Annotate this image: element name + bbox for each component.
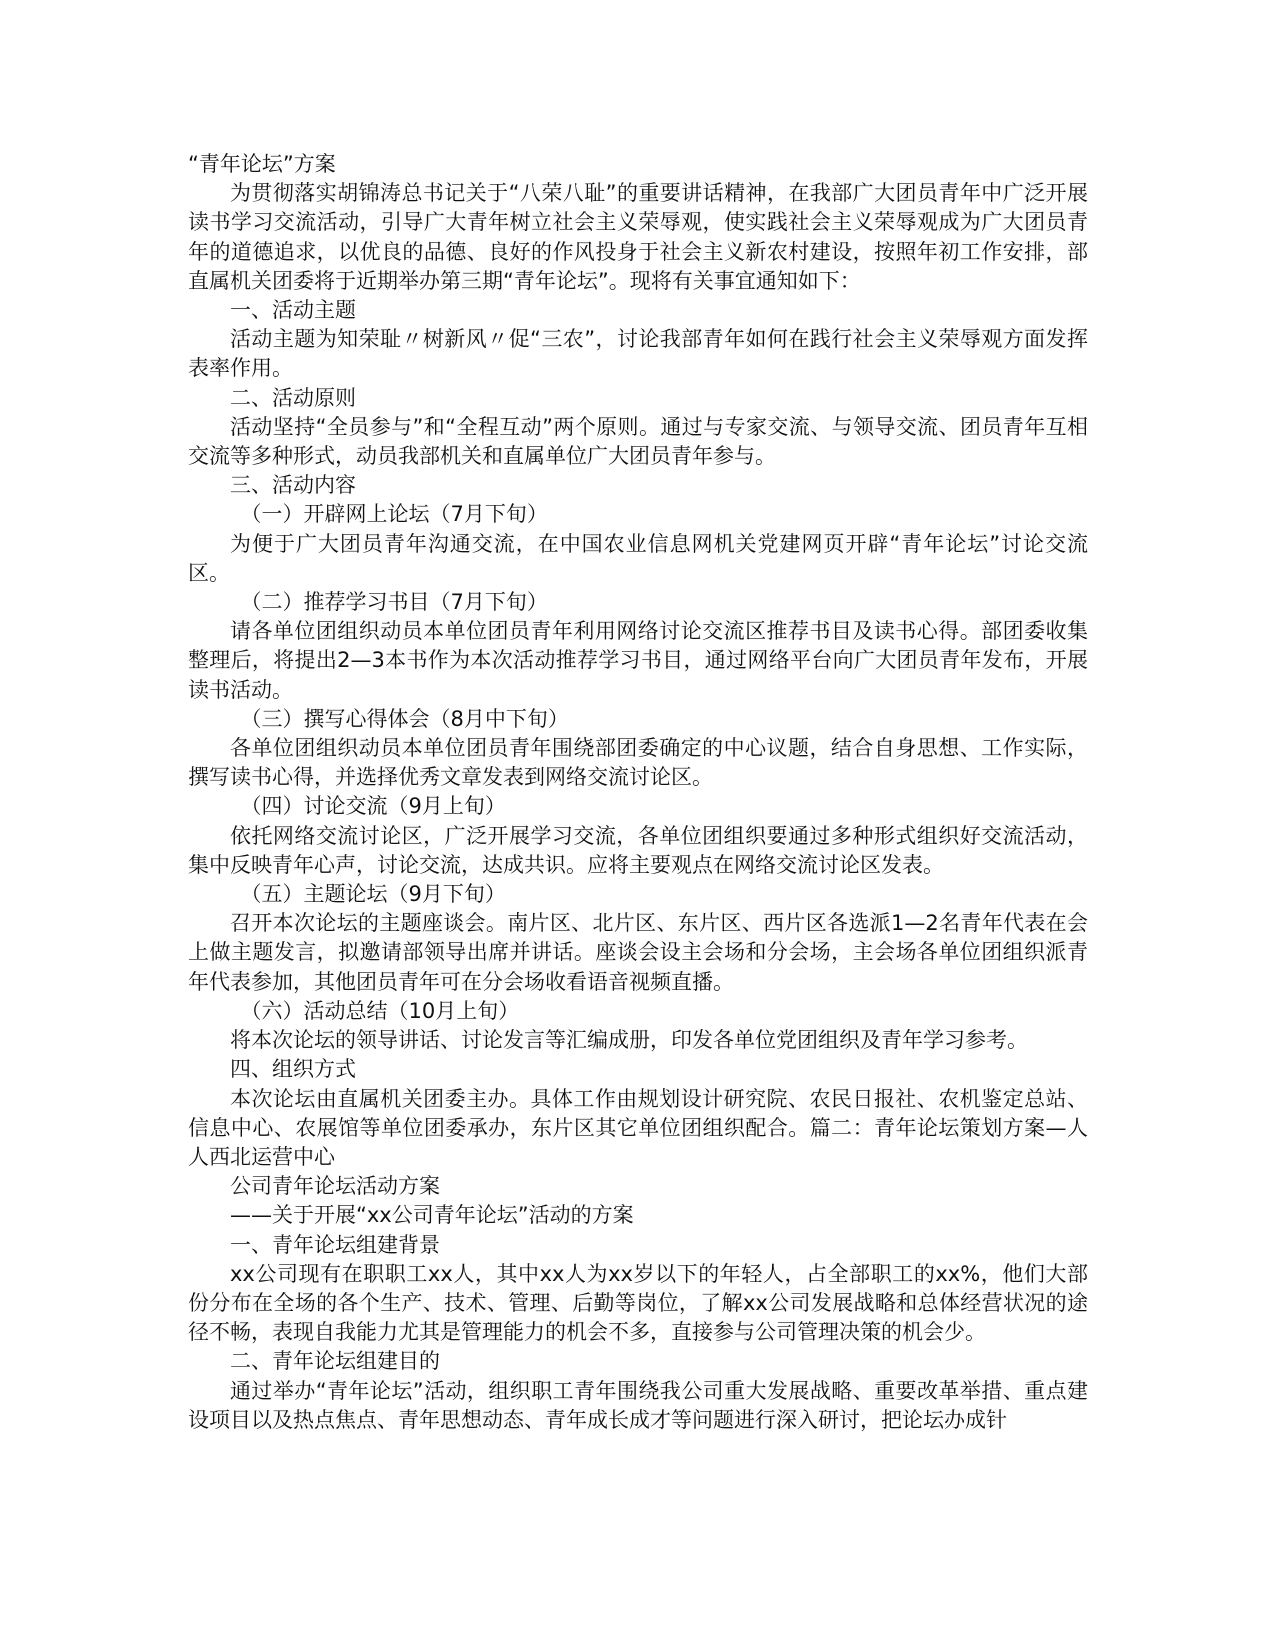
paragraph: 通过举办“青年论坛”活动，组织职工青年围绕我公司重大发展战略、重要改革举措、重点建设项目以及热点焦点、青年思想动态、青年成长成才等问题进行深入研讨，把论坛办成针 (188, 1378, 1088, 1432)
subsection-heading: （一）开辟网上论坛（7月下旬） (240, 502, 548, 527)
paragraph: 本次论坛由直属机关团委主办。具体工作由规划设计研究院、农民日报社、农机鉴定总站、信息中心、农展馆等单位团委承办，东片区其它单位团组织配合。篇二：青年论坛策划方案—人人西北运营中心 (188, 1086, 1088, 1169)
subsection-heading: （四）讨论交流（9月上旬） (240, 794, 506, 819)
section-heading: 二、活动原则 (230, 385, 356, 410)
paragraph: 请各单位团组织动员本单位团员青年利用网络讨论交流区推荐书目及读书心得。部团委收集整理后，将提出2—3本书作为本次活动推荐学习书目，通过网络平台向广大团员青年发布，开展读书活动。 (188, 619, 1088, 702)
document-title: “青年论坛”方案 (188, 152, 336, 176)
subsection-heading: （五）主题论坛（9月下旬） (240, 882, 506, 907)
subsection-heading: （六）活动总结（10月上旬） (240, 998, 520, 1023)
section-heading: 一、活动主题 (230, 298, 356, 323)
paragraph: 将本次论坛的领导讲话、讨论发言等汇编成册，印发各单位党团组织及青年学习参考。 (230, 1028, 1028, 1053)
section-heading: 二、青年论坛组建目的 (230, 1349, 440, 1374)
paragraph: 活动主题为知荣耻〃树新风〃促“三农”，讨论我部青年如何在践行社会主义荣辱观方面发挥表率作用。 (188, 327, 1088, 381)
section-heading: 一、青年论坛组建背景 (230, 1232, 440, 1257)
document-body (188, 150, 1088, 1435)
section-title: 公司青年论坛活动方案 (230, 1174, 440, 1199)
paragraph: 各单位团组织动员本单位团员青年围绕部团委确定的中心议题，结合自身思想、工作实际，撰写读书心得，并选择优秀文章发表到网络交流讨论区。 (188, 736, 1088, 790)
paragraph: 依托网络交流讨论区，广泛开展学习交流，各单位团组织要通过多种形式组织好交流活动，集中反映青年心声，讨论交流，达成共识。应将主要观点在网络交流讨论区发表。 (188, 823, 1088, 877)
paragraph: 活动坚持“全员参与”和“全程互动”两个原则。通过与专家交流、与领导交流、团员青年互相交流等多种形式，动员我部机关和直属单位广大团员青年参与。 (188, 414, 1088, 469)
paragraph: 为便于广大团员青年沟通交流，在中国农业信息网机关党建网页开辟“青年论坛”讨论交流区。 (188, 531, 1088, 585)
paragraph: 召开本次论坛的主题座谈会。南片区、北片区、东片区、西片区各选派1—2名青年代表在会上做主题发言，拟邀请部领导出席并讲话。座谈会设主会场和分会场，主会场各单位团组织派青年代表参加，其他团员青年可在分会场收看语音视频直播。 (188, 911, 1088, 994)
subsection-heading: （三）撰写心得体会（8月中下旬） (240, 706, 569, 731)
section-heading: 三、活动内容 (230, 473, 356, 498)
section-subtitle: ——关于开展“xx公司青年论坛”活动的方案 (230, 1203, 634, 1228)
section-heading: 四、组织方式 (230, 1057, 356, 1082)
paragraph: 为贯彻落实胡锦涛总书记关于“八荣八耻”的重要讲话精神，在我部广大团员青年中广泛开展读书学习交流活动，引导广大青年树立社会主义荣辱观，使实践社会主义荣辱观成为广大团员青年的道德追求，以优良的品德、良好的作风投身于社会主义新农村建设，按照年初工作安排，部直属机关团委将于近期举办第三期“青年论坛”。现将有关事宜通知如下： (188, 181, 1088, 293)
subsection-heading: （二）推荐学习书目（7月下旬） (240, 590, 548, 615)
paragraph: xx公司现有在职职工xx人，其中xx人为xx岁以下的年轻人，占全部职工的xx%，他们大部份分布在全场的各个生产、技术、管理、后勤等岗位，了解xx公司发展战略和总体经营状况的途径不畅，表现自我能力尤其是管理能力的机会不多，直接参与公司管理决策的机会少。 (188, 1261, 1088, 1345)
